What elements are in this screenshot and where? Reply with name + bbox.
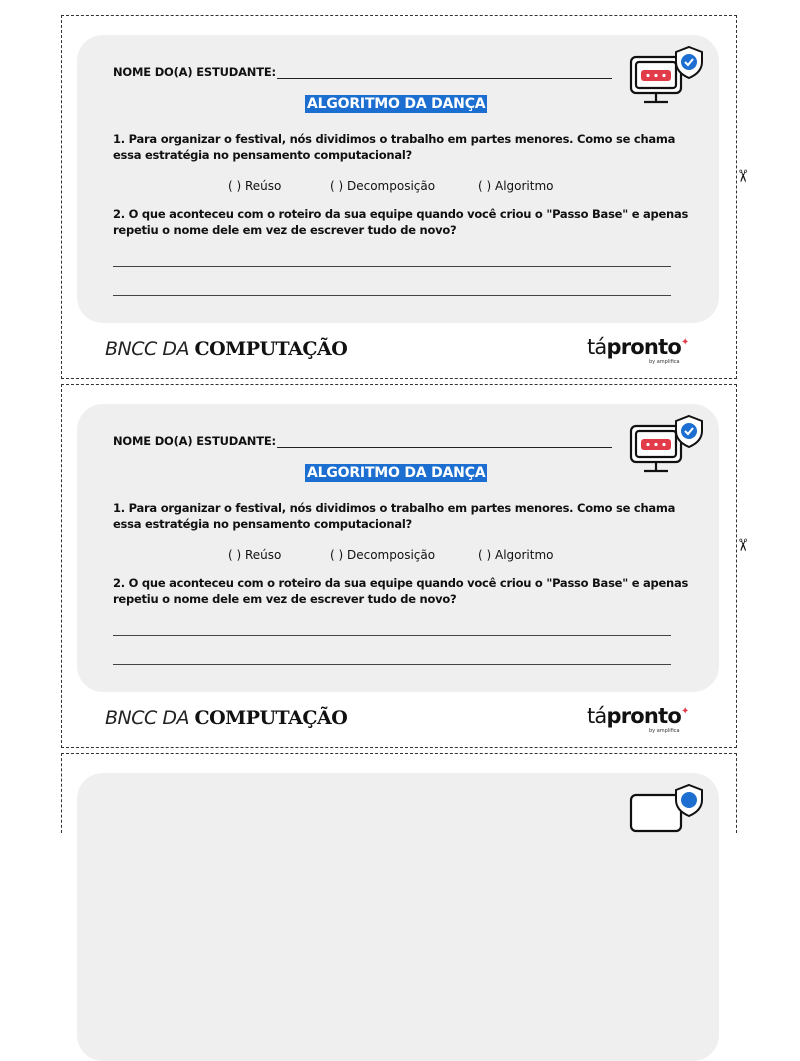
sparkle-icon: ✦: [680, 337, 689, 348]
option-algoritmo[interactable]: ( ) Algoritmo: [478, 548, 554, 562]
option-reuso[interactable]: ( ) Reúso: [228, 179, 282, 193]
student-name-label: NOME DO(A) ESTUDANTE:: [113, 434, 276, 448]
question-card: [77, 404, 719, 692]
worksheet-slip-1: [61, 15, 737, 379]
sparkle-icon: ✦: [680, 706, 689, 717]
student-name-label: NOME DO(A) ESTUDANTE:: [113, 65, 276, 79]
student-name-field[interactable]: [277, 66, 612, 79]
bncc-computacao-brand: BNCC DA COMPUTAÇÃO: [105, 707, 348, 729]
question-2: 2. O que aconteceu com o roteiro da sua equipe quando você criou o "Passo Base" e apenas repetiu o nome dele em vez de escrever tudo de novo?: [113, 207, 689, 237]
student-name-row: [113, 65, 612, 79]
answer-line[interactable]: [113, 295, 671, 296]
worksheet-title: ALGORITMO DA DANÇA: [307, 96, 486, 112]
scissors-icon: ✂: [732, 537, 753, 553]
option-decomposicao[interactable]: ( ) Decomposição: [330, 548, 436, 562]
tapronto-logo: tápronto✦ by amplifica: [587, 704, 689, 734]
answer-line[interactable]: [113, 664, 671, 665]
monitor-password-icon: [627, 412, 707, 484]
student-name-row: [113, 434, 612, 448]
question-card: [77, 35, 719, 323]
question-1: 1. Para organizar o festival, nós dividimos o trabalho em partes menores. Como se chama essa estratégia no pensamento computacional?: [113, 501, 676, 531]
question-1: 1. Para organizar o festival, nós dividimos o trabalho em partes menores. Como se chama essa estratégia no pensamento computacional?: [113, 132, 676, 162]
bncc-computacao-brand: BNCC DA COMPUTAÇÃO: [105, 338, 348, 360]
question-2: 2. O que aconteceu com o roteiro da sua equipe quando você criou o "Passo Base" e apenas repetiu o nome dele em vez de escrever tudo de novo?: [113, 576, 689, 606]
worksheet-title: ALGORITMO DA DANÇA: [307, 465, 486, 481]
scissors-icon: ✂: [732, 168, 753, 184]
tapronto-logo: tápronto✦ by amplifica: [587, 335, 689, 365]
monitor-password-icon: [627, 781, 707, 853]
option-algoritmo[interactable]: ( ) Algoritmo: [478, 179, 554, 193]
answer-line[interactable]: [113, 635, 671, 636]
monitor-password-icon: [627, 43, 707, 115]
student-name-field[interactable]: [277, 435, 612, 448]
question-card: [77, 773, 719, 1061]
answer-line[interactable]: [113, 266, 671, 267]
worksheet-slip-2: [61, 384, 737, 748]
option-reuso[interactable]: ( ) Reúso: [228, 548, 282, 562]
worksheet-slip-3: [61, 753, 737, 833]
option-decomposicao[interactable]: ( ) Decomposição: [330, 179, 436, 193]
